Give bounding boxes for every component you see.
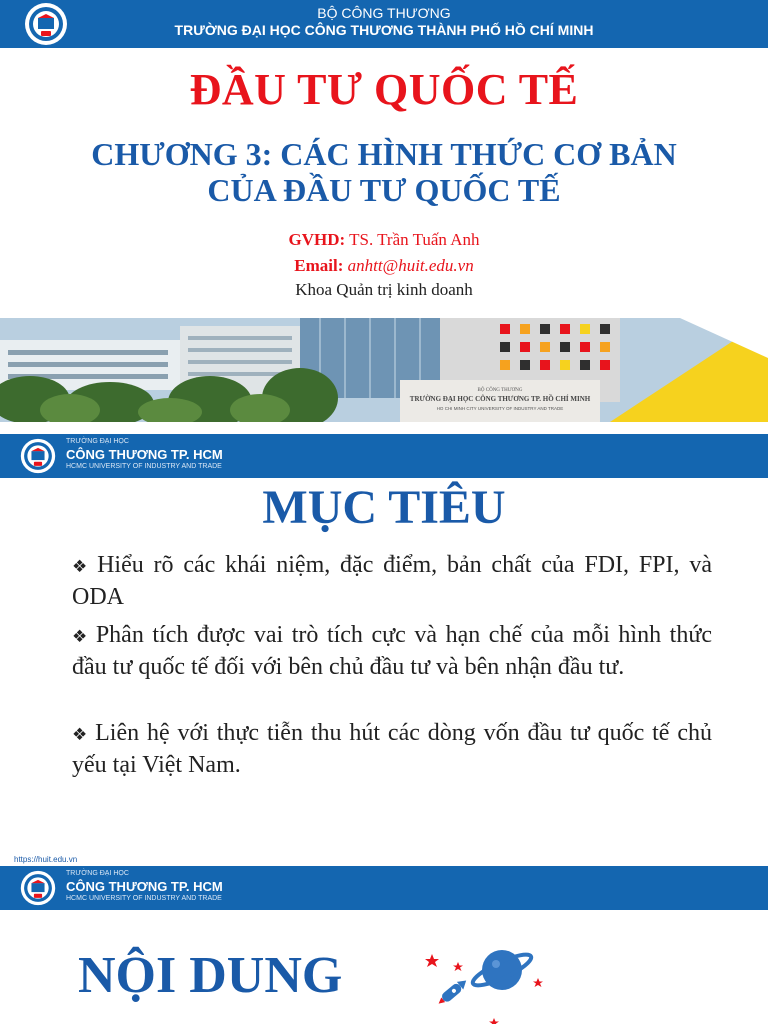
brand-line3: HCMC UNIVERSITY OF INDUSTRY AND TRADE: [66, 463, 222, 470]
ministry-name: BỘ CÔNG THƯƠNG: [317, 5, 451, 21]
university-logo: [20, 870, 56, 906]
objective-text: Liên hệ với thực tiễn thu hút các dòng vốn đầu tư quốc tế chủ yếu tại Việt Nam.: [72, 720, 712, 778]
university-name: TRƯỜNG ĐẠI HỌC CÔNG THƯƠNG THÀNH PHỐ HỒ CHÍ MINH: [174, 22, 594, 38]
instructor-label: GVHD:: [288, 230, 346, 249]
chapter-title-line1: CHƯƠNG 3: CÁC HÌNH THỨC CƠ BẢN: [91, 136, 677, 172]
title-slide: [0, 0, 768, 422]
sign-line1: BỘ CÔNG THƯƠNG: [477, 388, 523, 393]
star-icon: [533, 978, 543, 987]
email-address[interactable]: anhtt@huit.edu.vn: [347, 256, 474, 275]
objective-text: Hiểu rõ các khái niệm, đặc điểm, bản chất của FDI, FPI, và ODA: [72, 552, 712, 610]
brand-line3: HCMC UNIVERSITY OF INDUSTRY AND TRADE: [66, 895, 222, 902]
sign-line2: TRƯỜNG ĐẠI HỌC CÔNG THƯƠNG TP. HỒ CHÍ MINH: [409, 395, 591, 403]
contents-title: NỘI DUNG: [78, 947, 343, 1004]
brand-line1: TRƯỜNG ĐẠI HỌC: [66, 870, 129, 877]
instructor-name: TS. Trần Tuấn Anh: [349, 230, 480, 249]
brand-bar: [0, 866, 768, 910]
brand-line2: CÔNG THƯƠNG TP. HCM: [66, 447, 223, 462]
email-line: [0, 256, 768, 276]
university-logo: [20, 438, 56, 474]
space-illustration: [410, 936, 550, 1024]
objective-item: [72, 550, 712, 612]
objective-item: [72, 620, 712, 682]
brand-line1: TRƯỜNG ĐẠI HỌC: [66, 438, 129, 445]
objectives-title: MỤC TIÊU: [262, 481, 506, 534]
rocket-icon: [435, 977, 469, 1008]
sign-line3: HO CHI MINH CITY UNIVERSITY OF INDUSTRY AND TRADE: [436, 406, 564, 411]
faculty-name: Khoa Quản trị kinh doanh: [295, 280, 473, 299]
objective-item: [72, 718, 712, 780]
diamond-bullet-icon: ❖: [72, 725, 90, 745]
slide-header: [0, 0, 768, 48]
brand-bar: [0, 434, 768, 478]
website-url[interactable]: https://huit.edu.vn: [14, 855, 78, 864]
email-label: Email:: [294, 256, 344, 275]
instructor-line: [0, 230, 768, 250]
diamond-bullet-icon: ❖: [72, 627, 90, 647]
star-icon: [489, 1018, 499, 1024]
diamond-bullet-icon: ❖: [72, 557, 92, 577]
chapter-title-line2: CỦA ĐẦU TƯ QUỐC TẾ: [207, 172, 561, 208]
campus-photo: [0, 318, 768, 422]
brand-line2: CÔNG THƯƠNG TP. HCM: [66, 879, 223, 894]
star-icon: [425, 954, 439, 967]
star-icon: [453, 962, 463, 971]
course-title: ĐẦU TƯ QUỐC TẾ: [189, 65, 579, 114]
objective-text: Phân tích được vai trò tích cực và hạn chế của mỗi hình thức đầu tư quốc tế đối với bên chủ đầu tư và bên nhận đầu tư.: [72, 622, 712, 680]
planet-icon: [470, 949, 535, 991]
